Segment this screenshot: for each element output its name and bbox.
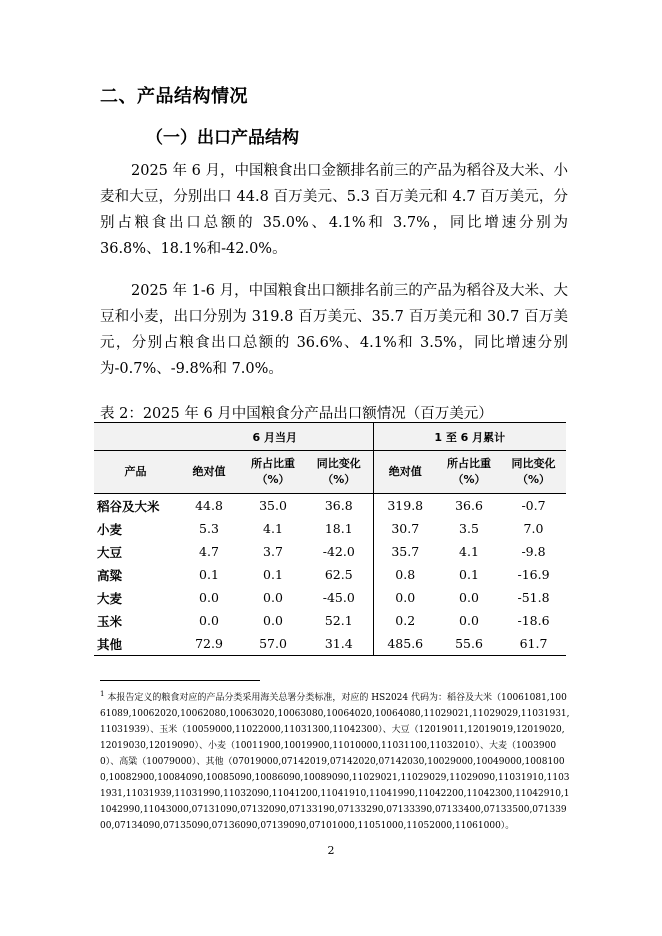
page-number: 2 [327,844,335,857]
table-row [94,586,566,609]
ytd-yoy: -18.6 [517,613,550,628]
footnote-marker: 1 [100,690,105,698]
table-row [94,517,566,540]
col-header-abs: 绝对值 [177,451,241,494]
col-header-yoy-line2: （%） [322,473,356,486]
corner-cell [94,423,177,451]
ytd-share: 55.6 [437,632,501,656]
june-yoy: 52.1 [324,613,353,628]
product-name: 小麦 [97,521,123,537]
ytd-share: 0.0 [459,590,479,605]
table-row [94,540,566,563]
table-row [94,563,566,586]
product-name: 高粱 [97,567,123,583]
table-caption: 表 2：2025 年 6 月中国粮食分产品出口额情况（百万美元） [100,406,493,422]
col-header-yoy-line1: 同比变化 [316,457,361,470]
ytd-abs: 0.0 [373,586,437,609]
product-name: 其他 [94,632,177,656]
ytd-share: 0.1 [459,567,479,582]
june-abs: 0.0 [199,590,219,605]
june-yoy: 36.8 [324,498,353,513]
ytd-share: 4.1 [459,544,479,559]
june-abs: 5.3 [199,521,219,536]
col-header-share-ytd-line1: 所占比重 [447,457,491,470]
col-header-share-line1: 所占比重 [251,457,295,470]
june-abs: 44.8 [195,498,223,513]
ytd-abs: 30.7 [373,517,437,540]
june-yoy: -42.0 [322,544,355,559]
june-share: 57.0 [241,632,305,656]
col-header-yoy-ytd-line1: 同比变化 [511,457,556,470]
ytd-abs: 0.2 [373,609,437,632]
june-share: 35.0 [259,498,287,513]
ytd-yoy: -0.7 [521,498,546,513]
ytd-share: 36.6 [455,498,483,513]
ytd-yoy: -9.8 [521,544,546,559]
june-yoy: 62.5 [324,567,353,582]
june-abs: 4.7 [199,544,219,559]
june-abs: 0.1 [199,567,219,582]
col-header-abs-ytd: 绝对值 [373,451,437,494]
june-share: 3.7 [263,544,283,559]
ytd-yoy: 61.7 [501,632,566,656]
product-name: 玉米 [97,613,123,629]
table-row [94,609,566,632]
ytd-share: 0.0 [459,613,479,628]
ytd-abs: 35.7 [373,540,437,563]
footnote-divider [100,680,260,681]
product-name: 大豆 [97,544,123,560]
group-header-ytd: 1 至 6 月累计 [373,423,566,451]
section-heading: 二、产品结构情况 [100,86,248,107]
footnote-text: 本报告定义的粮食对应的产品分类采用海关总署分类标准，对应的 HS2024 代码为：稻谷及大米（10061081,10061089,10062020,10062080,10063020,10063080,10064020,10064080,11029021,11029029,11031931,11031939）、玉米（10059000,11022000,11031300,11042300）、大豆（12019011,12019019,12019020,12019030,12019090）、小麦（10011900,10019900,11010000,11031100,11032010）、大麦（10039000）、高粱（10079000）、其他（07019000,07142019,07142020,07142030,10029000,10049000,10081000,10082900,10084090,10085090,10086090,10089090,11029021,11029029,11029090,11031910,11031931,11031939,11031990,11032090,11041200,11041910,11041990,11042200,11042300,11042910,11042990,11043000,07131090,07132090,07133190,07133290,07133390,07133400,07133500,07133900,07134090,07135090,07136090,07139090,07101000,11051000,11052000,11061000）。 [100,693,570,831]
june-share: 0.1 [263,567,283,582]
ytd-yoy: -16.9 [517,567,550,582]
footnote [100,686,570,834]
ytd-share: 3.5 [459,521,479,536]
june-share: 0.0 [263,590,283,605]
group-header-june: 6 月当月 [177,423,373,451]
june-share: 0.0 [263,613,283,628]
paragraph-june: 2025 年 6 月，中国粮食出口金额排名前三的产品为稻谷及大米、小麦和大豆，分别出口 44.8 百万美元、5.3 百万美元和 4.7 百万美元，分别占粮食出口总额的 35.0%、4.1%和 3.7%，同比增速分别为 36.8%、18.1%和-42.0%。 [100,163,568,257]
table-row [94,494,566,518]
ytd-yoy: 7.0 [523,521,544,536]
june-abs: 0.0 [199,613,219,628]
col-header-yoy-ytd-line2: （%） [516,473,551,486]
col-header-yoy-ytd [501,451,566,494]
product-name: 稻谷及大米 [97,498,160,514]
subsection-heading: （一）出口产品结构 [146,128,299,148]
col-header-share-ytd-line2: （%） [452,473,486,486]
product-name: 大麦 [97,590,123,606]
col-header-product: 产品 [94,451,177,494]
export-table [94,422,566,656]
ytd-yoy: -51.8 [517,590,550,605]
ytd-abs: 485.6 [373,632,437,656]
june-share: 4.1 [263,521,283,536]
col-header-share-line2: （%） [256,473,290,486]
june-yoy: 31.4 [305,632,373,656]
paragraph-ytd: 2025 年 1-6 月，中国粮食出口额排名前三的产品为稻谷及大米、大豆和小麦，出口分别为 319.8 百万美元、35.7 百万美元和 30.7 百万美元，分别占粮食出口总额的 36.6%、4.1%和 3.5%，同比增速分别为-0.7%、-9.8%和 7.0%。 [100,283,568,377]
june-yoy: -45.0 [322,590,355,605]
col-header-yoy [305,451,373,494]
june-yoy: 18.1 [324,521,353,536]
ytd-abs: 319.8 [373,494,437,518]
june-abs: 72.9 [177,632,241,656]
col-header-share [241,451,305,494]
col-header-share-ytd [437,451,501,494]
table-row [94,632,566,656]
ytd-abs: 0.8 [373,563,437,586]
